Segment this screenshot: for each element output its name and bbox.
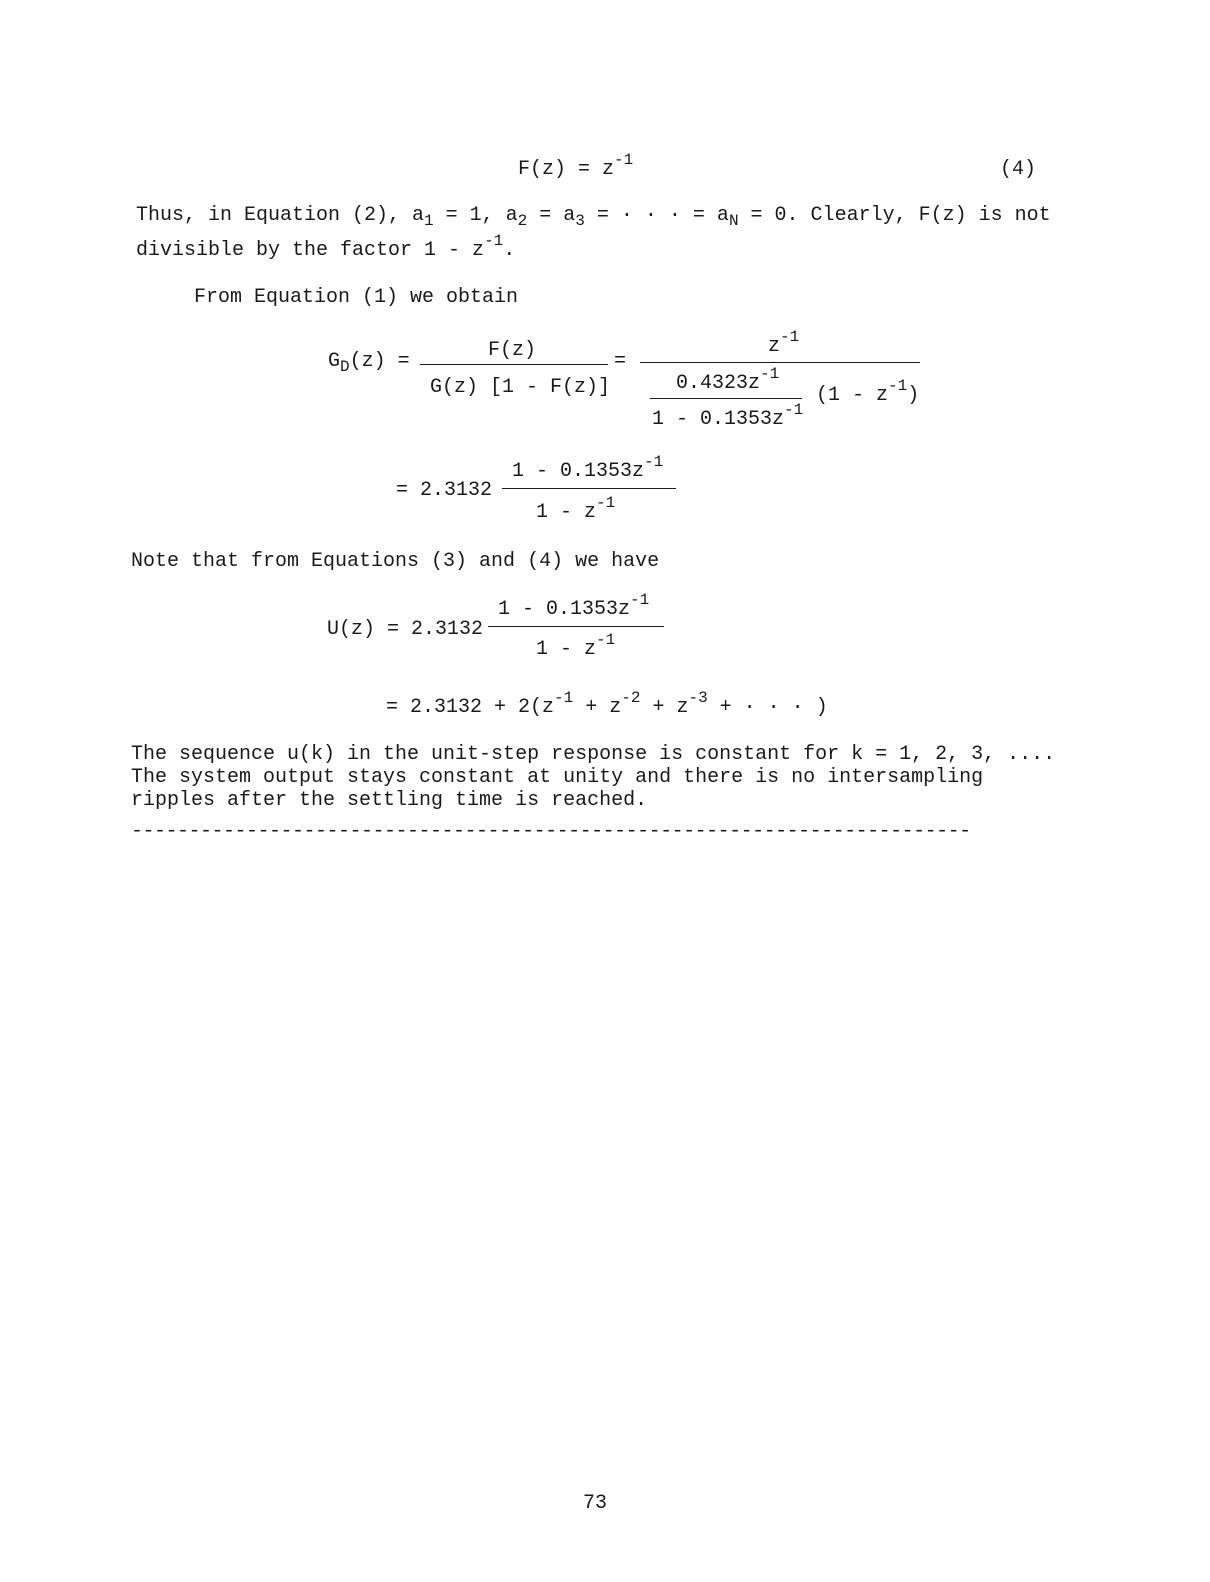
gd-factor-close: ) [907,384,920,407]
p1-text-c: = a [527,204,576,227]
paragraph-4-line-2: The system output stays constant at unity and there is no intersampling [131,766,984,789]
uz-series-exp-1: -1 [554,688,574,707]
uz-series-a: = 2.3132 + 2(z [386,696,555,719]
paragraph-2: From Equation (1) we obtain [194,286,519,309]
dashed-separator: ------------------------------------------------------------------------- [131,820,971,843]
uz-lhs: U(z) = 2.3132 [327,618,484,641]
uz-numerator [498,590,650,621]
gd-factor-text: (1 - z [816,384,889,407]
eq4-lhs: F(z) = z [518,158,615,181]
p1-line2-exp: -1 [484,231,504,250]
paragraph-3: Note that from Equations (3) and (4) we have [131,550,660,573]
gd-factor [816,376,920,407]
gd-line2-numerator [512,452,664,483]
uz-series-b: + z [573,696,622,719]
uz-series-c: + z [640,696,689,719]
gd-lhs-sub: D [340,358,350,376]
gd-equals: = [614,350,627,373]
uz-den: 1 - z [536,638,597,661]
eq4-exponent: -1 [614,150,634,169]
gd-line2-den: 1 - z [536,501,597,524]
gd-line2-den-exp: -1 [596,493,616,512]
gd-line2-denominator [536,493,616,524]
p1-line2-period: . [503,239,516,262]
gd-lhs-rest: (z) = [349,350,410,373]
paragraph-1-line-2 [136,231,516,262]
gd-num2: z [768,335,781,358]
p1-text-a: Thus, in Equation (2), a [136,204,425,227]
gd-factor-exp: -1 [888,376,908,395]
gd-lhs [328,350,410,376]
uz-den-exp: -1 [596,630,616,649]
uz-denominator [536,630,616,661]
uz-series-exp-3: -3 [688,688,708,707]
p1-text-b: = 1, a [433,204,518,227]
gd-line2-num: 1 - 0.1353z [512,460,645,483]
gd-line2-prefix: = 2.3132 [396,479,493,502]
paragraph-1-line-1 [136,204,1051,230]
p1-line2-text: divisible by the factor 1 - z [136,239,485,262]
gd-inner-num-exp: -1 [760,364,780,383]
gd-inner-den-exp: -1 [784,400,804,419]
gd-inner-num: 0.4323z [676,372,761,395]
gd-lhs-g: G [328,350,341,373]
equation-number-4: (4) [1000,158,1037,181]
equation-4 [518,150,634,181]
gd-inner-numerator [676,364,780,395]
gd-inner-bar [650,398,802,399]
gd-inner-den: 1 - 0.1353z [652,408,785,431]
p1-sub-3: 3 [575,212,585,230]
uz-series [386,688,828,719]
uz-num: 1 - 0.1353z [498,598,631,621]
uz-fraction-bar [488,626,664,627]
gd-num2-exp: -1 [780,327,800,346]
p1-text-d: = · · · = a [584,204,729,227]
p1-sub-1: 1 [424,212,434,230]
gd-frac2-numerator [768,327,800,358]
uz-num-exp: -1 [630,590,650,609]
p1-text-e: = 0. Clearly, F(z) is not [738,204,1051,227]
uz-series-exp-2: -2 [621,688,641,707]
paragraph-4-line-1: The sequence u(k) in the unit-step response is constant for k = 1, 2, 3, .... [131,743,1056,766]
gd-line2-num-exp: -1 [644,452,664,471]
page-number: 73 [583,1492,608,1515]
gd-frac1-bar [420,364,608,365]
p1-sub-2: 2 [517,212,528,230]
paragraph-4-line-3: ripples after the settling time is reached. [131,789,648,812]
gd-frac1-denominator: G(z) [1 - F(z)] [430,376,611,399]
gd-line2-bar [502,488,676,489]
gd-frac2-bar [640,362,920,363]
gd-frac1-numerator: F(z) [488,339,537,362]
uz-series-d: + · · · ) [707,696,828,719]
gd-inner-denominator [652,400,804,431]
p1-sub-n: N [728,212,739,230]
